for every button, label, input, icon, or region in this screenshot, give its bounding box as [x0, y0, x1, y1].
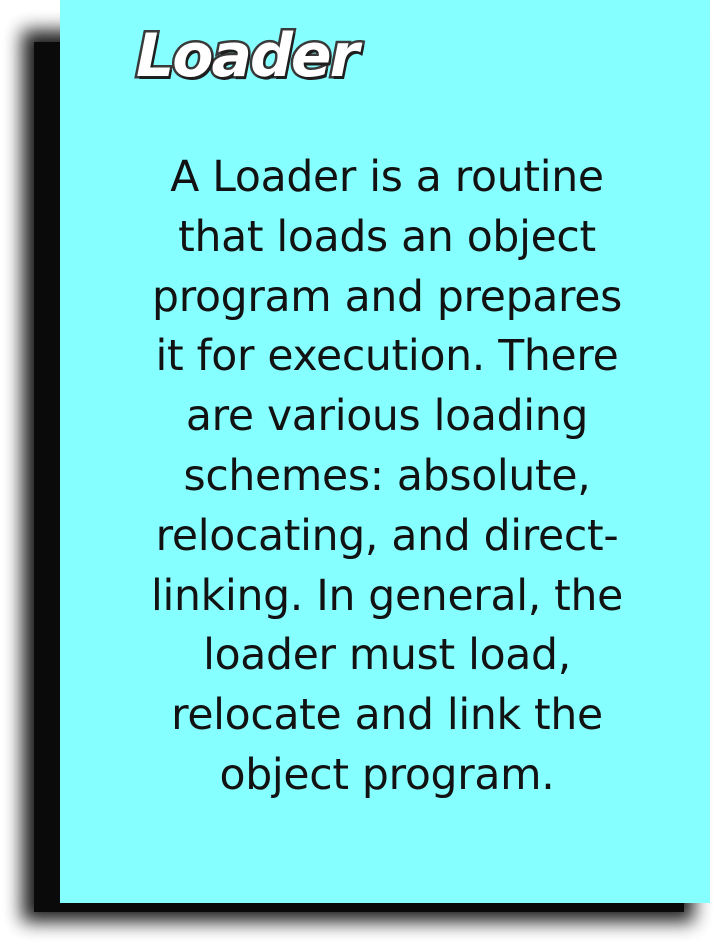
card-title: Loader — [136, 21, 358, 91]
definition-card — [60, 0, 710, 903]
card-body-text: A Loader is a routine that loads an object program and prepares it for execution. There are various loading schemes: absolute, relocating, and direct-linking. In general, the loader must load, relocate and link the object program. — [151, 153, 623, 800]
